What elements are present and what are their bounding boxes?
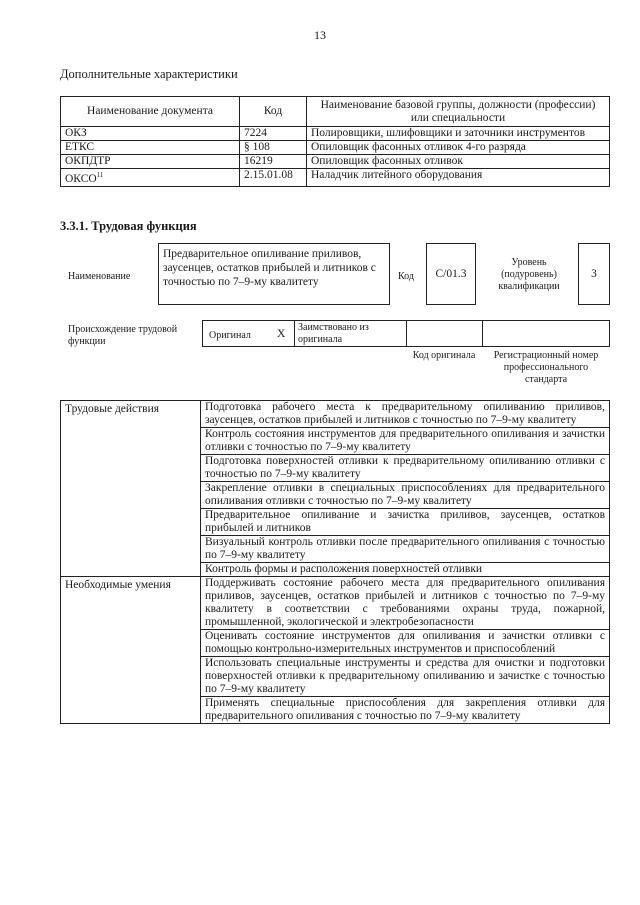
original-label: Оригинал bbox=[209, 330, 251, 341]
skill-item: Применять специальные приспособления для закрепления отливки для предварительного опиливания с точностью по 7–9-му квалитету bbox=[201, 697, 610, 724]
doc-cell: ЕТКС bbox=[61, 141, 240, 155]
name-cell: Опиловщик фасонных отливок 4-го разряда bbox=[307, 141, 610, 155]
level-value-box: 3 bbox=[578, 243, 610, 305]
name-cell: Опиловщик фасонных отливок bbox=[307, 155, 610, 169]
labor-action-item: Закрепление отливки в специальных приспособлениях для предварительного опиливания отливки с точностью по 7–9-му квалитету bbox=[201, 482, 610, 509]
section-title: Дополнительные характеристики bbox=[60, 67, 238, 81]
characteristics-table bbox=[60, 96, 610, 187]
labor-action-item: Контроль состояния инструментов для предварительного опиливания и зачистки отливки с точностью по 7–9-му квалитету bbox=[201, 428, 610, 455]
footnote-mark: 11 bbox=[96, 171, 104, 179]
original-mark: X bbox=[277, 328, 286, 340]
origin-label: Происхождение трудовой функции bbox=[68, 324, 178, 347]
skill-item: Поддерживать состояние рабочего места для предварительного опиливания приливов, заусенцев, остатков прибылей и литников с точностью по 7–9-му квалитету в соответствии с требованиями охраны труда, пожарной, промышленной, экологической и электробезопасности bbox=[201, 577, 610, 630]
code-cell: 7224 bbox=[240, 127, 307, 141]
doc-cell bbox=[61, 169, 240, 187]
labor-action-item: Предварительное опиливание и зачистка приливов, заусенцев, остатков прибылей и литников bbox=[201, 509, 610, 536]
doc-cell: ОКПДТР bbox=[61, 155, 240, 169]
table-row bbox=[61, 155, 610, 169]
function-name-box: Предварительное опиливание приливов, заусенцев, остатков прибылей и литников с точностью по 7–9-му квалитету bbox=[158, 243, 390, 305]
level-label: Уровень (подуровень) квалификации bbox=[498, 257, 560, 292]
code-cell: 16219 bbox=[240, 155, 307, 169]
labor-action-item: Подготовка поверхностей отливки к предварительному опиливанию отливки с точностью по 7–9-му квалитету bbox=[201, 455, 610, 482]
skill-item: Использовать специальные инструменты и средства для очистки и подготовки поверхностей отливки к предварительному опиливанию и зачистке с точностью по 7–9-му квалитету bbox=[201, 657, 610, 697]
doc-name: ОКСО bbox=[65, 172, 97, 185]
code-value-box: С/01.3 bbox=[426, 243, 476, 305]
origin-row bbox=[202, 320, 610, 347]
page-number: 13 bbox=[314, 28, 326, 42]
labor-function-table bbox=[60, 400, 610, 724]
header-code: Код bbox=[240, 97, 307, 127]
doc-cell: ОКЗ bbox=[61, 127, 240, 141]
code-label: Код bbox=[398, 271, 414, 282]
skill-item: Оценивать состояние инструментов для опиливания и зачистки отливки с помощью контрольно-измерительных инструментов и приспособлений bbox=[201, 630, 610, 657]
labor-action-item: Контроль формы и расположения поверхностей отливки bbox=[201, 563, 610, 577]
function-title: 3.3.1. Трудовая функция bbox=[60, 219, 197, 233]
name-cell: Наладчик литейного оборудования bbox=[307, 169, 610, 187]
table-row bbox=[61, 127, 610, 141]
labor-action-item: Визуальный контроль отливки после предварительного опиливания с точностью по 7–9-му квалитету bbox=[201, 536, 610, 563]
skills-label: Необходимые умения bbox=[61, 577, 201, 724]
borrowed-label: Заимствовано из оригинала bbox=[298, 322, 369, 345]
name-label: Наименование bbox=[68, 271, 131, 282]
name-cell: Полировщики, шлифовщики и заточники инструментов bbox=[307, 127, 610, 141]
table-row bbox=[61, 169, 610, 187]
reg-number-caption: Регистрационный номер профессионального стандарта bbox=[493, 350, 599, 385]
code-cell: § 108 bbox=[240, 141, 307, 155]
header-group-name: Наименование базовой группы, должности (профессии) или специальности bbox=[307, 97, 610, 127]
header-document: Наименование документа bbox=[61, 97, 240, 127]
labor-action-item: Подготовка рабочего места к предварительному опиливанию приливов, заусенцев, остатков прибылей и литников с точностью по 7–9-му квалитету bbox=[201, 401, 610, 428]
table-row bbox=[61, 141, 610, 155]
code-original-caption: Код оригинала bbox=[412, 350, 476, 361]
labor-actions-label: Трудовые действия bbox=[61, 401, 201, 577]
code-cell: 2.15.01.08 bbox=[240, 169, 307, 187]
